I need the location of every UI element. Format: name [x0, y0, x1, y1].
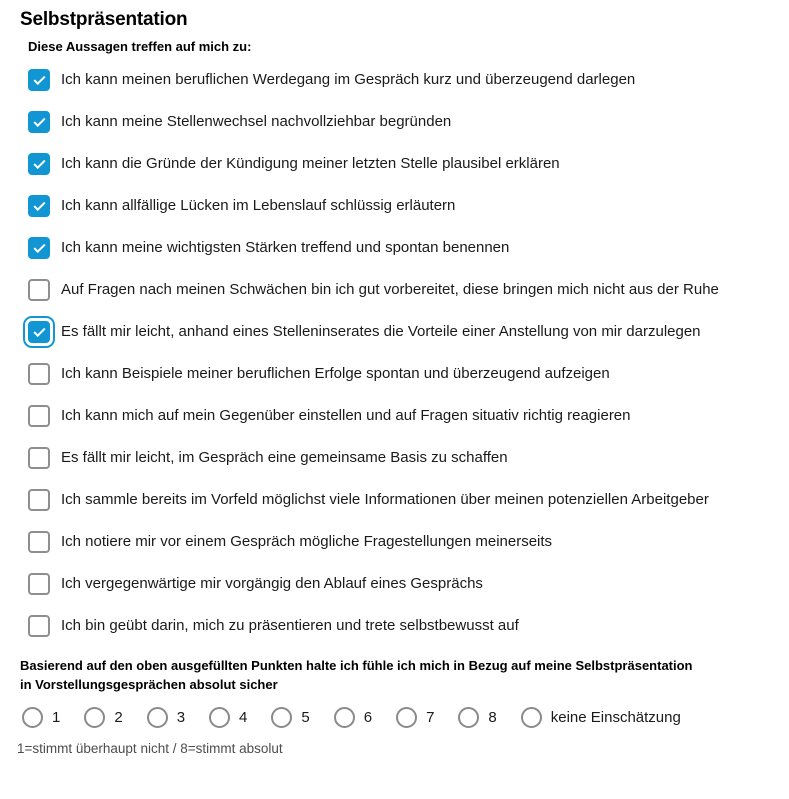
checklist-item-label: Ich kann meinen beruflichen Werdegang im Gespräch kurz und überzeugend darlegen: [61, 71, 636, 88]
checkbox[interactable]: [28, 573, 50, 595]
radio-button[interactable]: [458, 707, 479, 728]
radio-button[interactable]: [84, 707, 105, 728]
rating-option[interactable]: [458, 707, 496, 728]
checklist-item-label: Es fällt mir leicht, im Gespräch eine gemeinsame Basis zu schaffen: [61, 449, 508, 466]
checklist-item[interactable]: [28, 278, 769, 302]
rating-option[interactable]: [147, 707, 185, 728]
checklist-item-label: Ich sammle bereits im Vorfeld möglichst viele Informationen über meinen potenziellen Arbeitgeber: [61, 491, 709, 508]
rating-option-label: 6: [363, 709, 373, 726]
rating-option-label: 8: [488, 709, 497, 726]
checkbox[interactable]: [28, 237, 50, 259]
checklist-item-label: Es fällt mir leicht, anhand eines Stelleninserates die Vorteile einer Anstellung von mir darzulegen: [61, 323, 701, 340]
checklist-item-label: Ich kann mich auf mein Gegenüber einstellen und auf Fragen situativ richtig reagieren: [61, 407, 631, 424]
checkmark-icon: [33, 198, 45, 210]
checkmark-icon: [33, 240, 45, 252]
rating-option[interactable]: [271, 707, 309, 728]
radio-button[interactable]: [521, 707, 542, 728]
rating-option-label: 2: [114, 709, 123, 726]
checklist-item-label: Ich kann meine wichtigsten Stärken treffend und spontan benennen: [61, 239, 510, 256]
checkbox[interactable]: [28, 279, 50, 301]
checklist-item[interactable]: [28, 530, 769, 554]
checkbox[interactable]: [28, 111, 50, 133]
checkbox[interactable]: [28, 69, 50, 91]
checklist-item[interactable]: [28, 320, 769, 344]
checkbox[interactable]: [28, 531, 50, 553]
checklist-item-label: Ich vergegenwärtige mir vorgängig den Ablauf eines Gesprächs: [61, 575, 483, 592]
rating-option-label: 3: [176, 709, 186, 726]
checklist: [28, 68, 769, 638]
checklist-item[interactable]: [28, 110, 769, 134]
radio-button[interactable]: [147, 707, 168, 728]
radio-button[interactable]: [396, 707, 417, 728]
rating-option[interactable]: [84, 707, 122, 728]
checklist-item-label: Ich kann meine Stellenwechsel nachvollziehbar begründen: [61, 113, 452, 130]
radio-button[interactable]: [209, 707, 230, 728]
checkbox[interactable]: [28, 153, 50, 175]
checklist-item[interactable]: [28, 572, 769, 596]
checkmark-icon: [33, 72, 45, 84]
rating-question: Basierend auf den oben ausgefüllten Punkten halte ich fühle ich mich in Bezug auf meine Selbstpräsentation in Vorstellungsgesprächen absolut sicher: [20, 658, 693, 692]
checklist-item[interactable]: [28, 194, 769, 218]
checklist-instruction: Diese Aussagen treffen auf mich zu:: [28, 39, 252, 54]
checkbox[interactable]: [28, 195, 50, 217]
checklist-item-label: Ich bin geübt darin, mich zu präsentieren und trete selbstbewusst auf: [61, 617, 519, 634]
checkbox[interactable]: [28, 405, 50, 427]
checklist-item-label: Ich kann Beispiele meiner beruflichen Erfolge spontan und überzeugend aufzeigen: [61, 365, 610, 382]
checklist-item-label: Ich kann die Gründe der Kündigung meiner letzten Stelle plausibel erklären: [61, 155, 560, 172]
rating-option[interactable]: [334, 707, 372, 728]
checklist-item[interactable]: [28, 152, 769, 176]
rating-option[interactable]: [396, 707, 434, 728]
checklist-item-label: Ich notiere mir vor einem Gespräch mögliche Fragestellungen meinerseits: [61, 533, 553, 550]
radio-button[interactable]: [22, 707, 43, 728]
checkbox[interactable]: [28, 489, 50, 511]
checklist-item[interactable]: [28, 362, 769, 386]
radio-button[interactable]: [334, 707, 355, 728]
rating-option-label: 5: [301, 709, 310, 726]
checklist-item[interactable]: [28, 488, 769, 512]
checklist-item[interactable]: [28, 68, 769, 92]
checkbox[interactable]: [28, 363, 50, 385]
checkbox[interactable]: [28, 447, 50, 469]
checklist-item[interactable]: [28, 446, 769, 470]
checklist-item[interactable]: [28, 614, 769, 638]
rating-option[interactable]: [22, 707, 60, 728]
rating-scale: [22, 707, 769, 728]
checkbox[interactable]: [28, 321, 50, 343]
checkmark-icon: [33, 114, 45, 126]
checklist-item[interactable]: [28, 236, 769, 260]
checkmark-icon: [33, 324, 45, 336]
scale-note: 1=stimmt überhaupt nicht / 8=stimmt absolut: [17, 741, 283, 756]
rating-option[interactable]: [521, 707, 681, 728]
checkbox[interactable]: [28, 615, 50, 637]
rating-option-label: keine Einschätzung: [550, 709, 681, 726]
checklist-item[interactable]: [28, 404, 769, 428]
rating-option[interactable]: [209, 707, 247, 728]
page-title: Selbstpräsentation: [20, 9, 188, 30]
radio-button[interactable]: [271, 707, 292, 728]
rating-option-label: 4: [239, 709, 248, 726]
checklist-item-label: Auf Fragen nach meinen Schwächen bin ich gut vorbereitet, diese bringen mich nicht aus der Ruhe: [61, 281, 719, 298]
checklist-item-label: Ich kann allfällige Lücken im Lebenslauf schlüssig erläutern: [61, 197, 456, 214]
checkmark-icon: [33, 156, 45, 168]
rating-option-label: 7: [426, 709, 435, 726]
rating-option-label: 1: [52, 709, 61, 726]
